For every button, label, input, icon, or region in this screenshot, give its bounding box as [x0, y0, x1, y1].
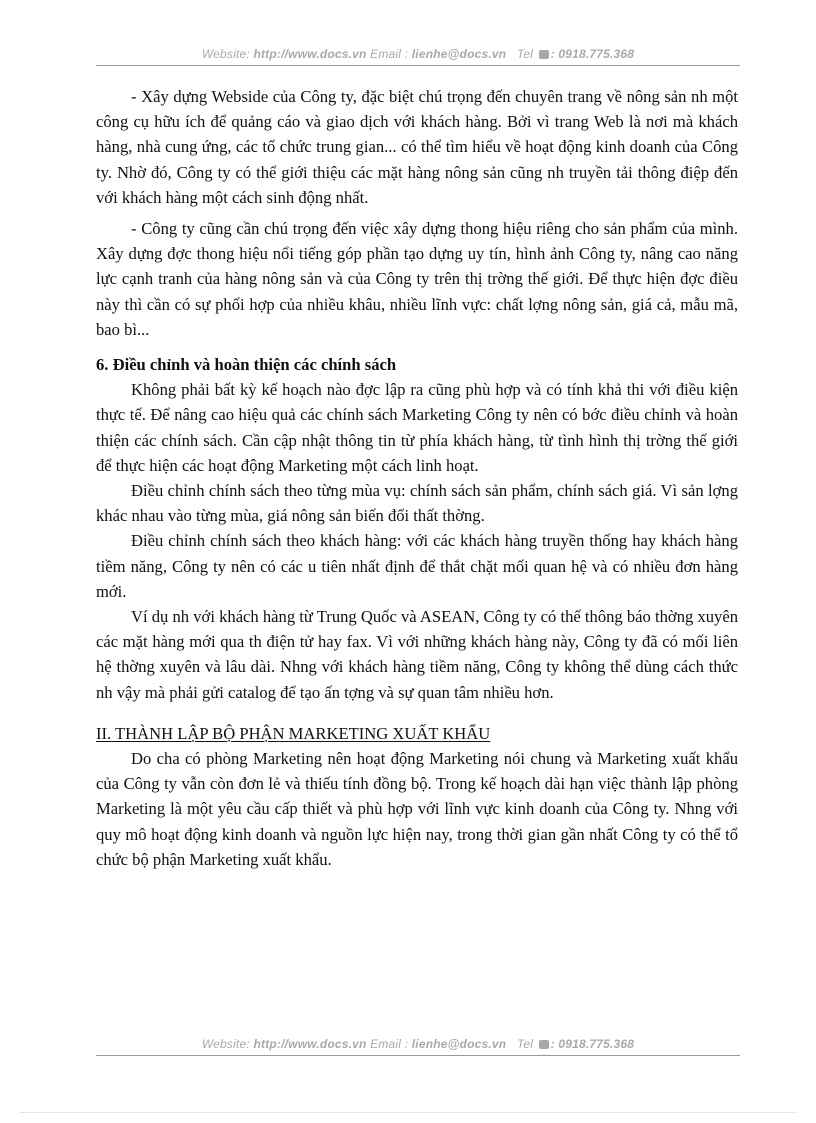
- paragraph-plan: Không phải bất kỳ kế hoạch nào đợc lập ra cũng phù hợp và có tính khả thi với điều kiện thực tế. Để nâng cao hiệu quả các chính sách Marketing Công ty nên có bớc điều chỉnh và hoàn thiện các chính sách. Cần cập nhật thông tin từ phía khách hàng, từ tình hình thị trờng thế giới để thực hiện các hoạt động Marketing một cách linh hoạt.: [96, 380, 738, 475]
- paragraph-marketing-dept: Do cha có phòng Marketing nên hoạt động Marketing nói chung và Marketing xuất khẩu của Công ty vẫn còn đơn lẻ và thiếu tính đồng bộ. Trong kế hoạch dài hạn việc thành lập phòng Marketing là một yêu cầu cấp thiết và phù hợp với lĩnh vực kinh doanh của Công ty. Nhng với quy mô hoạt động kinh doanh và nguồn lực hiện nay, trong thời gian gần nhất Công ty có thể tổ chức bộ phận Marketing xuất khẩu.: [96, 749, 738, 869]
- email-label: Email :: [370, 47, 409, 61]
- website-link[interactable]: http://www.docs.vn: [253, 1037, 367, 1051]
- email-label: Email :: [370, 1037, 409, 1051]
- page-header: Website: http://www.docs.vn Email : lienhe@docs.vn Tel : 0918.775.368: [96, 47, 740, 66]
- tel-label: Tel: [516, 47, 534, 61]
- page-edge-divider: [20, 1112, 796, 1113]
- paragraph-webside: - Xây dựng Webside của Công ty, đặc biệt chú trọng đến chuyên trang về nông sản nh một công cụ hữu ích để quảng cáo và giao dịch với khách hàng. Bởi vì trang Web là nơi mà khách hàng, nhà cung ứng, các tổ chức trung gian... có thể tìm hiểu về hoạt động kinh doanh của Công ty. Nhờ đó, Công ty có thể giới thiệu các mặt hàng nông sản cũng nh truyền tải thông điệp đến với khách hàng một cách sinh động nhất.: [96, 87, 738, 207]
- phone-number: 0918.775.368: [558, 47, 635, 61]
- page-footer: Website: http://www.docs.vn Email : lienhe@docs.vn Tel : 0918.775.368: [96, 1037, 740, 1056]
- document-body: [96, 84, 738, 872]
- website-link[interactable]: http://www.docs.vn: [253, 47, 367, 61]
- website-label: Website:: [201, 1037, 250, 1051]
- phone-number: 0918.775.368: [558, 1037, 635, 1051]
- paragraph-brand: - Công ty cũng cần chú trọng đến việc xây dựng thong hiệu riêng cho sản phẩm của mình. Xây dựng đợc thong hiệu nổi tiếng góp phần tạo dựng uy tín, hình ảnh Công ty, nâng cao năng lực cạnh tranh của hàng nông sản và của Công ty trên thị trờng thế giới. Để thực hiện đợc điều này thì cần có sự phối hợp của nhiều khâu, nhiều lĩnh vực: chất lợng nông sản, giá cả, mẫu mã, bao bì...: [96, 219, 738, 339]
- email-link[interactable]: lienhe@docs.vn: [411, 1037, 507, 1051]
- phone-icon: [539, 1040, 549, 1049]
- paragraph-season: Điều chỉnh chính sách theo từng mùa vụ: chính sách sản phẩm, chính sách giá. Vì sản lợng khác nhau vào từng mùa, giá nông sản biến đổi thất thờng.: [96, 481, 738, 526]
- section-heading-ii: II. THÀNH LẬP BỘ PHẬN MARKETING XUẤT KHẨU: [96, 723, 491, 743]
- website-label: Website:: [201, 47, 250, 61]
- section-heading-6: 6. Điều chỉnh và hoàn thiện các chính sách: [96, 355, 397, 375]
- phone-icon: [539, 50, 549, 59]
- email-link[interactable]: lienhe@docs.vn: [411, 47, 507, 61]
- paragraph-example: Ví dụ nh với khách hàng từ Trung Quốc và ASEAN, Công ty có thể thông báo thờng xuyên các mặt hàng mới qua th điện tử hay fax. Vì với những khách hàng này, Công ty đã có mối liên hệ thờng xuyên và lâu dài. Nhng với khách hàng tiềm năng, Công ty không thể dùng cách thức nh vậy mà phải gửi catalog để tạo ấn tợng và sự quan tâm nhiều hơn.: [96, 607, 738, 702]
- paragraph-customer: Điều chỉnh chính sách theo khách hàng: với các khách hàng truyền thống hay khách hàng tiềm năng, Công ty nên có các u tiên nhất định để thắt chặt mối quan hệ và có nhiều đơn hàng mới.: [96, 531, 738, 601]
- tel-label: Tel: [516, 1037, 534, 1051]
